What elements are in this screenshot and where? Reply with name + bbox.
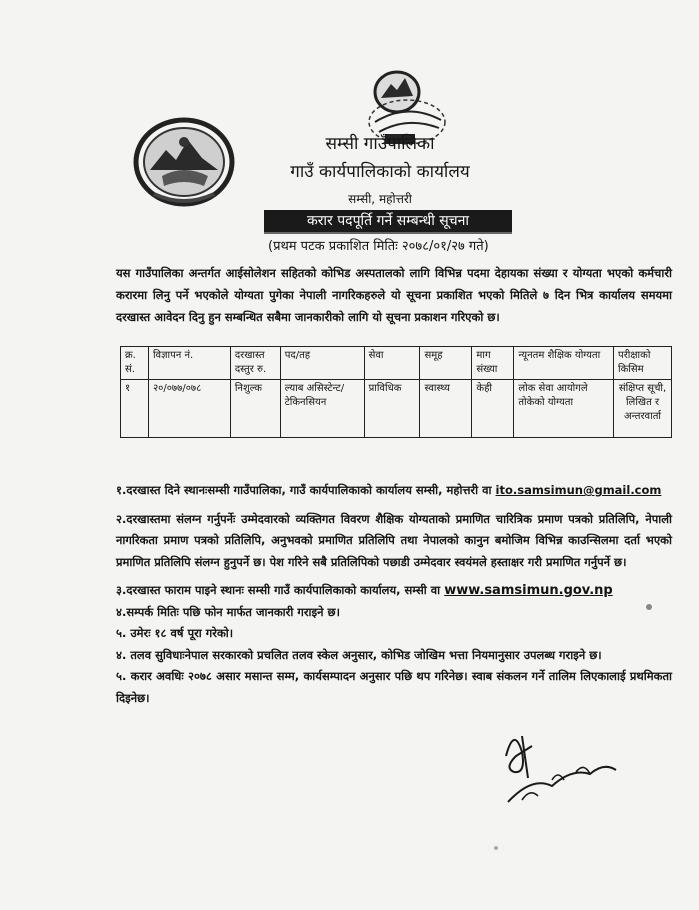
col-header-service: सेवा [364, 347, 420, 380]
cell-post: ल्याब असिस्टेन्ट/ टेकिनसियन [280, 380, 364, 438]
intro-paragraph: यस गाउँपालिका अन्तर्गत आईसोलेशन सहितको कोभिड अस्पतालको लागि विभिन्न पदमा देहायका संख्या र योग्यता भएको कर्मचारी करारमा लिनु पर्ने भएकोले योग्यता पुगेका नेपाली नागरिकहरुले यो सूचना प्रकाशित भएको मितिले ७ दिन भित्र कार्यालय समयमा दरखास्त आवेदन दिनु हुन सम्बन्धित सबैमा जानकारीको लागि यो सूचना प्रकाशन गरिएको छ। [116, 266, 672, 324]
scan-speck [646, 604, 652, 610]
col-header-exam-type: परीक्षाको किसिम [614, 347, 672, 380]
note-1-text: १.दरखास्त दिने स्थानःसम्सी गाउँपालिका, गाउँ कार्यपालिकाको कार्यालय सम्सी, महोत्तरी वा [116, 483, 492, 497]
col-header-sn: क्र. सं. [121, 347, 149, 380]
notes-list [116, 480, 672, 709]
handwritten-signature-icon [492, 716, 622, 816]
notice-title-banner: करार पदपूर्ति गर्ने सम्बन्धी सूचना [264, 210, 512, 234]
note-application-place [116, 480, 672, 502]
cell-service: प्राविधिक [364, 380, 420, 438]
municipality-name: सम्सी गाउँपालिका [325, 134, 435, 154]
cell-exam-type: संक्षिप्त सूची, लिखित र अन्तरवार्ता [614, 380, 672, 438]
email-link[interactable]: ito.samsimun@gmail.com [495, 483, 662, 497]
vacancy-table [120, 346, 672, 438]
col-header-group: समूह [420, 347, 472, 380]
note-contact-date: ४.सम्पर्क मितिः पछि फोन मार्फत जानकारी गराइने छ। [116, 604, 340, 619]
col-header-demand: माग संख्या [472, 347, 514, 380]
col-header-fee: दरखास्त दस्तुर रु. [230, 347, 280, 380]
letterhead [230, 132, 530, 208]
note-age: ५. उमेरः १८ वर्ष पूरा गरेको। [116, 626, 234, 640]
cell-sn: १ [121, 380, 149, 438]
col-header-ad-no: विज्ञापन नं. [148, 347, 230, 380]
office-address: सम्सी, महोत्तरी [348, 192, 412, 206]
note-contract-period: ५. करार अवधिः २०७८ असार मसान्त सम्म, कार्यसम्पादन अनुसार पछि थप गरिनेछ। स्वाब संकलन गर्ने तालिम लिएकालाई प्रथमिकता दिइनेछ। [116, 669, 672, 705]
cell-group: स्वास्थ्य [420, 380, 472, 438]
cell-demand: केही [472, 380, 514, 438]
note-3-text: ३.दरखास्त फाराम पाइने स्थानः सम्सी गाउँ कार्यपालिकाको कार्यालय, सम्सी वा [116, 583, 441, 597]
note-attachments: २.दरखास्तमा संलग्न गर्नुपर्नेः उम्मेदवारको व्यक्तिगत विवरण शैक्षिक योग्यताको प्रमाणित चारित्रिक प्रमाण पत्रको प्रतिलिपि, नेपाली नागरिकता प्रमाण पत्रको प्रतिलिपि, अनुभवको प्रमाणित प्रतिलिपि तथा नेपालको कानुन बमोजिम विभिन्न काउन्सिलमा दर्ता भएको प्रमाणित प्रतिलिपि संलग्न हुनुपर्ने छ। पेश गरिने सबै प्रतिलिपिको पछाडी उम्मेदवार स्वयंमले हस्ताक्षर गरी प्रमाणित गर्नुपर्ने छ। [116, 511, 672, 569]
cell-qualification: लोक सेवा आयोगले तोकेको योग्यता [514, 380, 614, 438]
col-header-post: पद/तह [280, 347, 364, 380]
publication-date: (प्रथम पटक प्रकाशित मितिः २०७८/०१/२७ गते) [268, 239, 489, 254]
office-name: गाउँ कार्यपालिकाको कार्यालय [290, 162, 470, 182]
cell-ad-no: २०/०७७/०७८ [148, 380, 230, 438]
cell-fee: निशुल्क [230, 380, 280, 438]
note-salary: ४. तलव सुविधाःनेपाल सरकारको प्रचलित तलव स्केल अनुसार, कोभिड जोखिम भत्ता नियमानुसार उपलब्ध गराइने छ। [116, 647, 602, 662]
note-form-location [116, 580, 672, 602]
table-header-row [121, 347, 672, 380]
nepal-government-emblem-icon [132, 116, 236, 208]
website-link[interactable]: www.samsimun.gov.np [444, 583, 613, 598]
col-header-qualification: न्यूनतम शैक्षिक योग्यता [514, 347, 614, 380]
scan-speck [494, 846, 498, 850]
table-row [121, 380, 672, 438]
